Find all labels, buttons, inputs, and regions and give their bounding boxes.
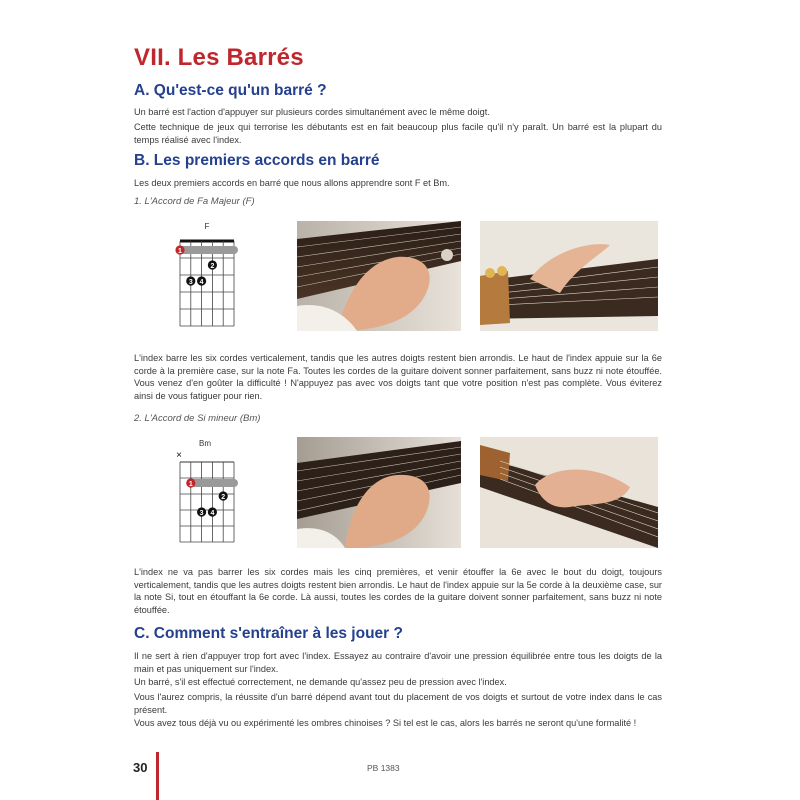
page-title: VII. Les Barrés <box>134 44 304 71</box>
svg-text:4: 4 <box>199 279 204 286</box>
mute-marker: × <box>176 450 182 461</box>
photo-bm-side <box>480 437 658 548</box>
guitar-photo-image <box>480 221 658 331</box>
section-b-intro: Les deux premiers accords en barré que nous allons apprendre sont F et Bm. <box>134 178 450 188</box>
photo-f-side <box>480 221 658 331</box>
guitar-photo-image <box>297 221 461 331</box>
chord2-subtitle: 2. L'Accord de Si mineur (Bm) <box>134 413 261 424</box>
section-a-paragraph-2: Cette technique de jeux qui terrorise les débutants est en fait beaucoup plus facile qu'il n'y paraît. Un barré est la plupart du temps réalisé avec l'index. <box>134 122 662 145</box>
guitar-photo-image <box>480 437 658 548</box>
publication-code: PB 1383 <box>367 763 400 773</box>
chord2-description: L'index ne va pas barrer les six cordes mais les cinq premières, et venir étouffer la 6e avec le bout du doigt, toujours verticalement, tandis que les autres doigts restent bien arrondis. Le haut de l'index appuie sur la 5e corde à la deuxième case, sur la note Si, tout en étouffant la 6e corde. Là aussi, toutes les cordes de la guitare doivent sonner parfaitement, sans buzz ni note étouffée. <box>134 567 662 615</box>
svg-text:2: 2 <box>221 494 226 501</box>
chord-diagram-f <box>170 234 250 334</box>
svg-text:1: 1 <box>178 248 182 255</box>
svg-text:1: 1 <box>188 481 193 488</box>
svg-text:3: 3 <box>199 510 204 517</box>
barre-bar <box>178 246 238 254</box>
section-c-paragraph-3: Vous l'aurez compris, la réussite d'un barré dépend avant tout du placement de vos doigts et surtout de votre index dans le cas présent. <box>134 692 662 715</box>
chord2-name: Bm <box>199 439 211 448</box>
chord-diagram-bm <box>170 448 250 548</box>
footer-accent-bar <box>156 752 159 800</box>
chord1-name: F <box>204 222 210 231</box>
section-a-paragraph-1: Un barré est l'action d'appuyer sur plusieurs cordes simultanément avec le même doigt. <box>134 107 490 117</box>
page-number: 30 <box>133 760 148 775</box>
barre-bar <box>188 479 238 487</box>
photo-f-front <box>297 221 461 331</box>
guitar-photo-image <box>297 437 461 548</box>
svg-text:3: 3 <box>188 279 193 286</box>
section-c-paragraph-1: Il ne sert à rien d'appuyer trop fort avec l'index. Essayez au contraire d'avoir une pression équilibrée entre tous les doigts de la main et pas uniquement sur l'index. <box>134 651 662 674</box>
svg-text:4: 4 <box>210 510 215 517</box>
photo-bm-front <box>297 437 461 548</box>
section-a-heading: A. Qu'est-ce qu'un barré ? <box>134 82 327 99</box>
section-c-paragraph-2: Un barré, s'il est effectué correctement, ne demande qu'assez peu de pression avec l'index. <box>134 677 507 687</box>
section-c-heading: C. Comment s'entraîner à les jouer ? <box>134 625 403 642</box>
chord1-subtitle: 1. L'Accord de Fa Majeur (F) <box>134 196 255 207</box>
svg-text:2: 2 <box>210 263 215 270</box>
section-b-heading: B. Les premiers accords en barré <box>134 152 380 169</box>
section-c-paragraph-4: Vous avez tous déjà vu ou expérimenté les ombres chinoises ? Si tel est le cas, alors les barrés ne seront qu'une formalité ! <box>134 718 637 728</box>
chord1-description: L'index barre les six cordes verticalement, tandis que les autres doigts restent bien arrondis. Le haut de l'index appuie sur la 6e corde à la première case, sur la note Fa. Toutes les cordes de la guitare doivent sonner parfaitement, sans buzz ni note étouffée. Vous venez d'en goûter la difficulté ! N'appuyez pas avec vos doigts tant que votre position n'est pas complète. Vous éviterez ainsi de vous fatiguer pour rien. <box>134 353 662 401</box>
